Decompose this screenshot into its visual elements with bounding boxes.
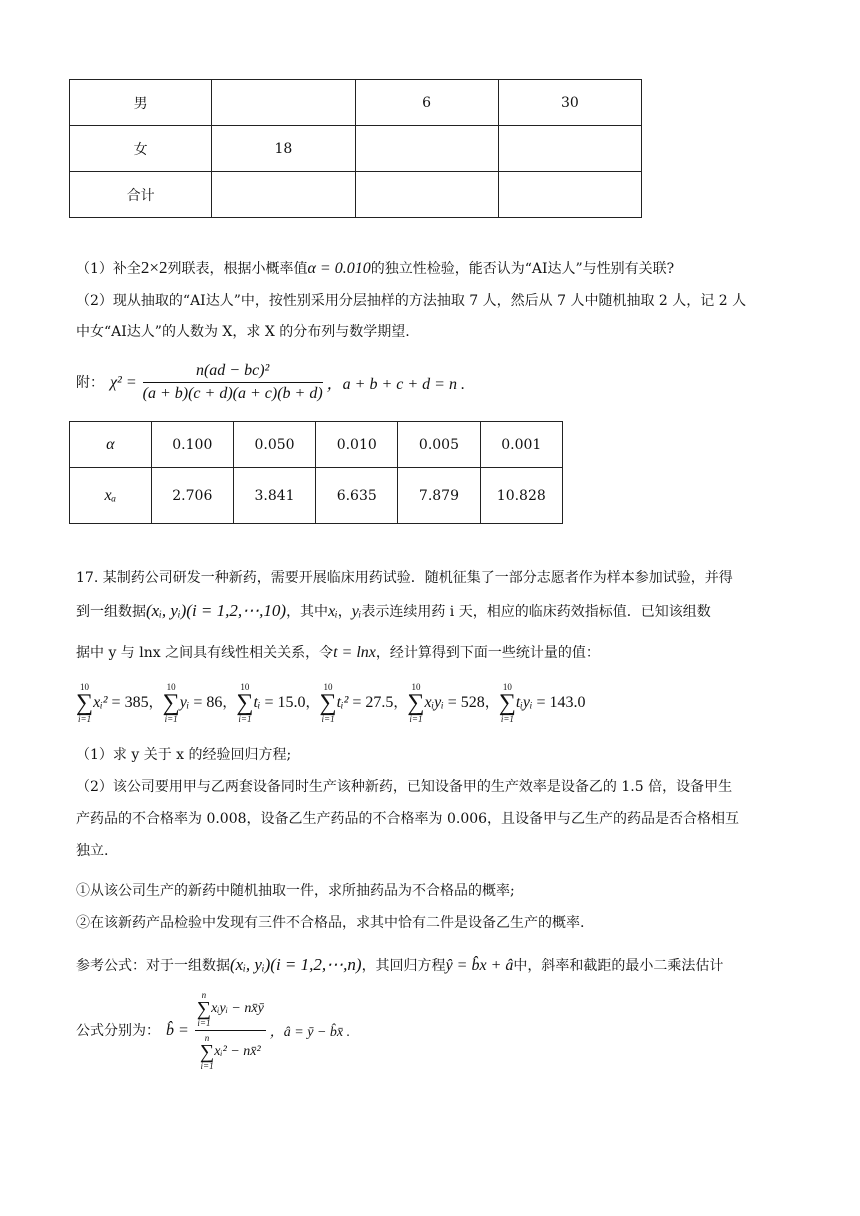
table-cell xyxy=(355,126,498,172)
q17-line1: 17. 某制药公司研发一种新药，需要开展临床用药试验．随机征集了一部分志愿者作为样本参加试验，并得 xyxy=(76,570,733,586)
upper-limit: 10 xyxy=(166,682,176,692)
lower-limit: i=1 xyxy=(197,1018,211,1028)
text: ，其回归方程 xyxy=(361,958,446,974)
chi-tail: ，a + b + c + d = n . xyxy=(326,376,465,393)
q17-subpart2: ②在该新药产品检验中发现有三件不合格品，求其中恰有二件是设备乙生产的概率. xyxy=(76,915,585,931)
table-cell: 18 xyxy=(212,126,355,172)
q17-part2-line1: （2）该公司要用甲与乙两套设备同时生产该种新药，已知设备甲的生产效率是设备乙的 1.5 倍，设备甲生 xyxy=(76,779,733,795)
sum-symbol: n ∑ i=1 xyxy=(196,990,212,1028)
chi-fraction xyxy=(143,362,323,403)
table-cell: 0.050 xyxy=(233,422,315,468)
sum-value: = 528 xyxy=(447,694,485,711)
sum-symbol: n ∑ i=1 xyxy=(199,1033,215,1071)
sum-value: = 86 xyxy=(193,694,223,711)
text: ，其中 xyxy=(286,604,329,620)
upper-limit: n xyxy=(204,1033,210,1043)
table-cell xyxy=(355,172,498,218)
upper-limit: 10 xyxy=(411,682,421,692)
sum-symbol: 10 ∑ i=1 xyxy=(76,682,94,724)
math: t = lnx xyxy=(333,644,376,661)
table-cell: 2.706 xyxy=(151,468,233,524)
table-cell: 6.635 xyxy=(316,468,398,524)
row-head-x: xₐ xyxy=(70,468,152,524)
separator: ， xyxy=(222,695,237,711)
numerator-term: xᵢyᵢ − nx̄ȳ xyxy=(211,1001,264,1016)
table-row xyxy=(70,172,642,218)
text: （1）补全 xyxy=(76,261,141,277)
lower-limit: i=1 xyxy=(238,714,252,724)
row-label: 女 xyxy=(70,126,212,172)
separator: ， xyxy=(148,695,163,711)
math: yᵢ xyxy=(351,603,362,620)
upper-limit: 10 xyxy=(80,682,90,692)
q17-part2-line2: 产药品的不合格率为 0.008，设备乙生产药品的不合格率为 0.006，且设备甲与乙生产的药品是否合格相互 xyxy=(76,811,740,827)
sum-value: = 143.0 xyxy=(536,694,586,711)
q17-subpart1: ①从该公司生产的新药中随机抽取一件，求所抽药品为不合格品的概率; xyxy=(76,883,515,899)
row-label: 合计 xyxy=(70,172,212,218)
sum-term: xᵢ² xyxy=(93,694,108,711)
table-cell: 0.001 xyxy=(480,422,562,468)
table-cell: 6 xyxy=(355,80,498,126)
formula-label: 公式分别为： xyxy=(76,1022,160,1039)
lower-limit: i=1 xyxy=(78,714,92,724)
table-cell: 0.005 xyxy=(398,422,480,468)
b-fraction xyxy=(195,990,266,1071)
sum-value: = 27.5 xyxy=(352,694,394,711)
sum-value: = 385 xyxy=(111,694,149,711)
numerator: n(ad − bc)² xyxy=(143,362,323,383)
lower-limit: i=1 xyxy=(409,714,423,724)
separator: ， xyxy=(484,695,499,711)
sum-value: = 15.0 xyxy=(264,694,306,711)
table-cell: 10.828 xyxy=(480,468,562,524)
table-cell: 30 xyxy=(498,80,641,126)
math: α = 0.010 xyxy=(307,260,371,277)
text: ，经计算得到下面一些统计量的值： xyxy=(375,645,600,661)
text: 的独立性检验，能否认为“AI达人”与性别有关联? xyxy=(370,261,675,277)
table-row xyxy=(70,422,563,468)
lower-limit: i=1 xyxy=(200,1061,214,1071)
row-label: 男 xyxy=(70,80,212,126)
denominator-term: xᵢ² − nx̄² xyxy=(214,1044,261,1059)
contingency-table xyxy=(69,79,642,218)
text: 据中 y 与 lnx 之间具有线性相关关系，令 xyxy=(76,645,334,661)
denominator: (a + b)(c + d)(a + c)(b + d) xyxy=(142,385,323,402)
q16-part2-line2: 中女“AI达人”的人数为 X，求 X 的分布列与数学期望. xyxy=(76,324,410,340)
chi-square-formula xyxy=(76,362,465,403)
table-cell xyxy=(498,172,641,218)
table-row xyxy=(70,80,642,126)
math: ŷ = b̂x + â xyxy=(445,957,514,974)
table-cell xyxy=(212,80,355,126)
reference-formula-line xyxy=(76,955,723,976)
row-head-alpha: α xyxy=(70,422,152,468)
table-cell: 0.100 xyxy=(151,422,233,468)
chi-lhs: χ² = xyxy=(110,373,137,391)
sum-term: tᵢ xyxy=(253,694,261,711)
q17-part1: （1）求 y 关于 x 的经验回归方程; xyxy=(76,747,292,763)
table-cell xyxy=(498,126,641,172)
sum-symbol: 10 ∑ i=1 xyxy=(236,682,254,724)
table-cell: 0.010 xyxy=(316,422,398,468)
upper-limit: 10 xyxy=(323,682,333,692)
text: 中，斜率和截距的最小二乘法估计 xyxy=(513,958,724,974)
text: 到一组数据 xyxy=(76,604,146,620)
math: xᵢ xyxy=(328,603,338,620)
sum-symbol: 10 ∑ i=1 xyxy=(407,682,425,724)
q17-line3 xyxy=(76,643,600,663)
text: 表示连续用药 i 天，相应的临床药效指标值．已知该组数 xyxy=(361,604,711,620)
sum-symbol: 10 ∑ i=1 xyxy=(162,682,180,724)
upper-limit: 10 xyxy=(240,682,250,692)
lower-limit: i=1 xyxy=(500,714,514,724)
appendix-label: 附： xyxy=(76,374,104,391)
lower-limit: i=1 xyxy=(164,714,178,724)
q17-line2 xyxy=(76,601,711,622)
sum-symbol: 10 ∑ i=1 xyxy=(498,682,516,724)
q16-part1 xyxy=(76,258,674,279)
upper-limit: n xyxy=(201,990,207,1000)
separator: ， xyxy=(305,695,320,711)
text: 参考公式：对于一组数据 xyxy=(76,958,230,974)
text: 列联表，根据小概率值 xyxy=(167,261,308,277)
table-cell xyxy=(212,172,355,218)
separator: ， xyxy=(393,695,408,711)
least-squares-formula xyxy=(76,990,350,1071)
sum-term: tᵢyᵢ xyxy=(515,694,533,711)
a-formula: ，â = ȳ − b̂x̄ . xyxy=(269,1024,351,1040)
math: (xᵢ, yᵢ)(i = 1,2,⋯,n) xyxy=(230,955,362,974)
math: (xᵢ, yᵢ)(i = 1,2,⋯,10) xyxy=(146,601,287,620)
q17-part2-line3: 独立. xyxy=(76,843,109,859)
numerator xyxy=(195,990,266,1031)
text: ， xyxy=(337,604,352,620)
table-row xyxy=(70,126,642,172)
critical-value-table xyxy=(69,421,563,524)
table-row xyxy=(70,468,563,524)
statistics-sums xyxy=(76,682,586,724)
sum-term: tᵢ² xyxy=(336,694,349,711)
lower-limit: i=1 xyxy=(321,714,335,724)
sum-term: xᵢyᵢ xyxy=(424,694,444,711)
q16-part2-line1: （2）现从抽取的“AI达人”中，按性别采用分层抽样的方法抽取 7 人，然后从 7 人中随机抽取 2 人，记 2 人 xyxy=(76,293,747,309)
upper-limit: 10 xyxy=(502,682,512,692)
sum-term: yᵢ xyxy=(179,694,190,711)
sum-symbol: 10 ∑ i=1 xyxy=(319,682,337,724)
denominator xyxy=(195,1031,266,1071)
b-lhs: b̂ = xyxy=(166,1021,189,1039)
math: 2×2 xyxy=(140,258,168,277)
table-cell: 3.841 xyxy=(233,468,315,524)
table-cell: 7.879 xyxy=(398,468,480,524)
